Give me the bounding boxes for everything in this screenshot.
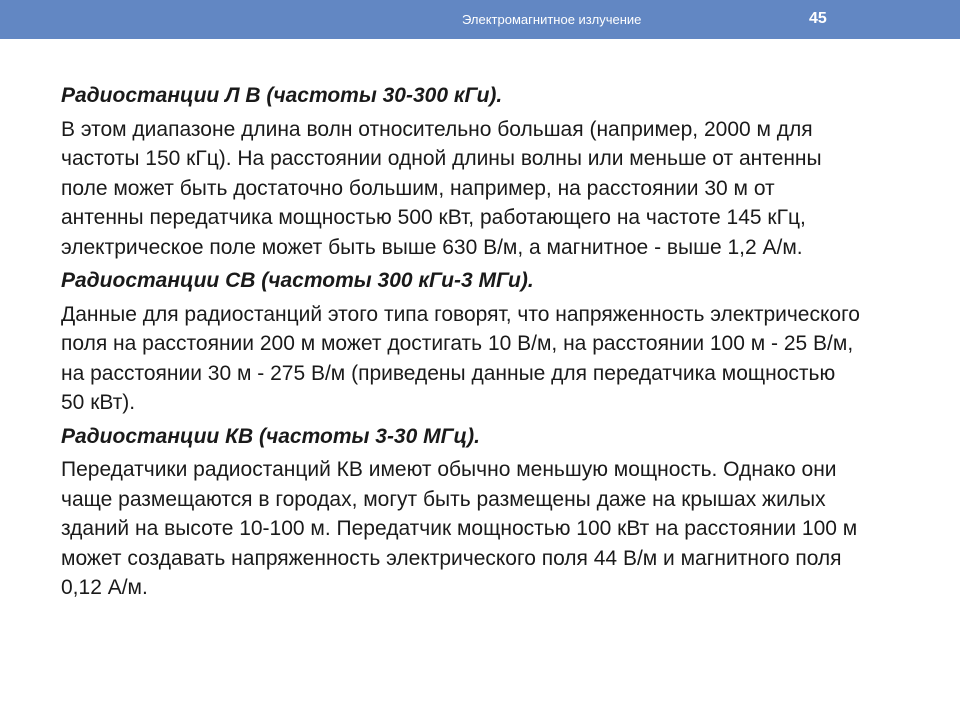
header-bar — [0, 0, 960, 39]
section-heading-sw: Радиостанции КВ (частоты 3-30 МГц). — [61, 424, 480, 448]
header-title: Электромагнитное излучение — [462, 12, 642, 27]
section-text-mw: Данные для радиостанций этого типа говорят, что напряженность электрического поля на расстоянии 200 м может достигать 10 В/м, на расстоянии 100 м - 25 В/м, на расстоянии 30 м - 275 В/м (приведены данные для передатчика мощностью 50 кВт). — [61, 302, 860, 414]
page-number: 45 — [809, 10, 827, 27]
section-heading-mw: Радиостанции СВ (частоты 300 кГи-3 МГи). — [61, 269, 534, 292]
section-heading-lw: Радиостанции Л В (частоты 30-300 кГи). — [61, 84, 503, 107]
section-text-sw: Передатчики радиостанций КВ имеют обычно меньшую мощность. Однако они чаще размещаются в городах, могут быть размещены даже на крышах жилых зданий на высоте 10-100 м. Передатчик мощностью 100 кВт на расстоянии 100 м может создавать напряженность электрического поля 44 В/м и магнитного поля 0,12 А/м. — [61, 458, 858, 599]
section-text-lw: В этом диапазоне длина волн относительно большая (например, 2000 м для частоты 150 кГц). На расстоянии одной длины волны или меньше от антенны поле может быть достаточно большим, например, на расстоянии 30 м от антенны передатчика мощностью 500 кВт, работающего на частоте 145 кГц, электрическое поле может быть выше 630 В/м, а магнитное - выше 1,2 А/м. — [61, 117, 822, 259]
slide-content — [61, 81, 861, 607]
